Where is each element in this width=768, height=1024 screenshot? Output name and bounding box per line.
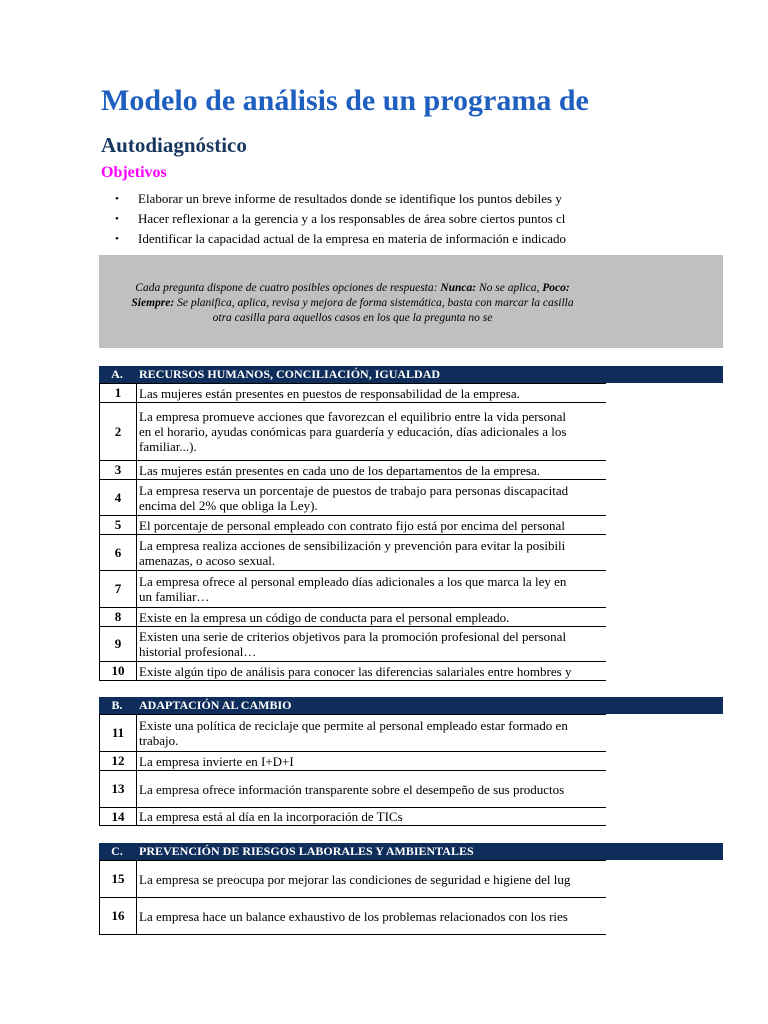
question-text: La empresa se preocupa por mejorar las condiciones de seguridad e higiene del lug [139, 871, 571, 887]
question-number: 5 [100, 516, 137, 534]
option-nunca-desc: No se aplica, [476, 282, 543, 294]
question-row [99, 461, 606, 480]
question-text: Existe algún tipo de análisis para conocer las diferencias salariales entre hombres y [139, 663, 572, 679]
section-letter: B. [111, 698, 123, 712]
section-b-rows [99, 714, 606, 826]
section-title: PREVENCIÓN DE RIESGOS LABORALES Y AMBIENTALES [139, 844, 474, 858]
question-number: 2 [100, 403, 137, 460]
question-row [99, 662, 606, 681]
section-a-rows [99, 383, 606, 681]
question-row [99, 808, 606, 826]
instructions-text [99, 281, 606, 326]
section-letter: C. [111, 844, 123, 858]
question-text: La empresa reserva un porcentaje de puestos de trabajo para personas discapacitad encima del 2% que obliga la Ley). [139, 482, 569, 513]
question-number: 3 [100, 461, 137, 479]
objective-text: Identificar la capacidad actual de la empresa en materia de información e indicado [138, 231, 567, 246]
question-row [99, 403, 606, 461]
section-letter: A. [111, 367, 123, 381]
question-number: 6 [100, 535, 137, 570]
question-text: La empresa promueve acciones que favorezcan el equilibrio entre la vida personal en el horario, ayudas conómicas para guardería y educación, días adicionales a los familiar...). [139, 409, 567, 454]
instructions-line1: Cada pregunta dispone de cuatro posibles opciones de respuesta: [135, 282, 441, 294]
question-number: 15 [100, 861, 137, 897]
question-row [99, 480, 606, 516]
question-row [99, 516, 606, 535]
question-text: El porcentaje de personal empleado con contrato fijo está por encima del personal [139, 517, 565, 533]
objective-item [101, 189, 606, 209]
question-number: 8 [100, 608, 137, 626]
question-text: La empresa está al día en la incorporación de TICs [139, 809, 403, 824]
question-text: La empresa ofrece información transparente sobre el desempeño de sus productos [139, 781, 565, 797]
question-number: 9 [100, 627, 137, 661]
option-siempre: Siempre: [131, 297, 175, 309]
question-row [99, 627, 606, 662]
bullet-icon: • [115, 193, 119, 205]
question-row [99, 898, 606, 935]
question-number: 16 [100, 898, 137, 934]
section-c-rows [99, 860, 606, 935]
question-number: 12 [100, 752, 137, 770]
question-text: Existe una política de reciclaje que permite al personal empleado estar formado en trabajo. [139, 718, 568, 748]
objective-item [101, 209, 606, 229]
question-number: 10 [100, 662, 137, 680]
question-number: 4 [100, 480, 137, 515]
instructions-line3: otra casilla para aquellos casos en los que la pregunta no se [212, 312, 493, 324]
option-poco: Poco: [542, 282, 570, 294]
question-text: Existen una serie de criterios objetivos para la promoción profesional del personal historial profesional… [139, 629, 567, 659]
bullet-icon: • [115, 233, 119, 245]
question-text: Las mujeres están presentes en puestos de responsabilidad de la empresa. [139, 385, 520, 401]
question-row [99, 771, 606, 808]
question-text: La empresa ofrece al personal empleado días adicionales a los que marca la ley en un familiar… [139, 574, 567, 604]
question-number: 14 [100, 808, 137, 825]
question-row [99, 861, 606, 898]
section-title: RECURSOS HUMANOS, CONCILIACIÓN, IGUALDAD [139, 367, 441, 381]
question-number: 11 [100, 715, 137, 751]
objective-text: Elaborar un breve informe de resultados donde se identifique los puntos debiles y [138, 191, 562, 206]
objective-text: Hacer reflexionar a la gerencia y a los responsables de área sobre ciertos puntos cl [138, 211, 566, 226]
objectives-list [101, 189, 606, 249]
section-title: ADAPTACIÓN AL CAMBIO [139, 698, 292, 712]
question-number: 13 [100, 771, 137, 807]
instructions-box [99, 255, 723, 348]
question-row [99, 535, 606, 571]
question-text: Las mujeres están presentes en cada uno de los departamentos de la empresa. [139, 462, 541, 478]
question-text: La empresa hace un balance exhaustivo de los problemas relacionados con los ries [139, 908, 568, 924]
question-text: La empresa invierte en I+D+I [139, 753, 294, 769]
question-number: 1 [100, 384, 137, 402]
objective-item [101, 229, 606, 249]
option-siempre-desc: Se planifica, aplica, revisa y mejora de forma sistemática, basta con marcar la casilla [174, 297, 574, 309]
question-text: Existe en la empresa un código de conducta para el personal empleado. [139, 609, 510, 625]
page-subtitle: Autodiagnóstico [101, 133, 247, 157]
question-row [99, 752, 606, 771]
bullet-icon: • [115, 213, 119, 225]
question-text: La empresa realiza acciones de sensibilización y prevención para evitar la posibili amenazas, o acoso sexual. [139, 537, 566, 568]
question-row [99, 571, 606, 608]
question-row [99, 608, 606, 627]
page-title: Modelo de análisis de un programa de [101, 84, 589, 117]
question-row [99, 715, 606, 752]
question-number: 7 [100, 571, 137, 607]
objectives-heading: Objetivos [101, 164, 167, 181]
question-row [99, 384, 606, 403]
option-nunca: Nunca: [440, 282, 477, 294]
